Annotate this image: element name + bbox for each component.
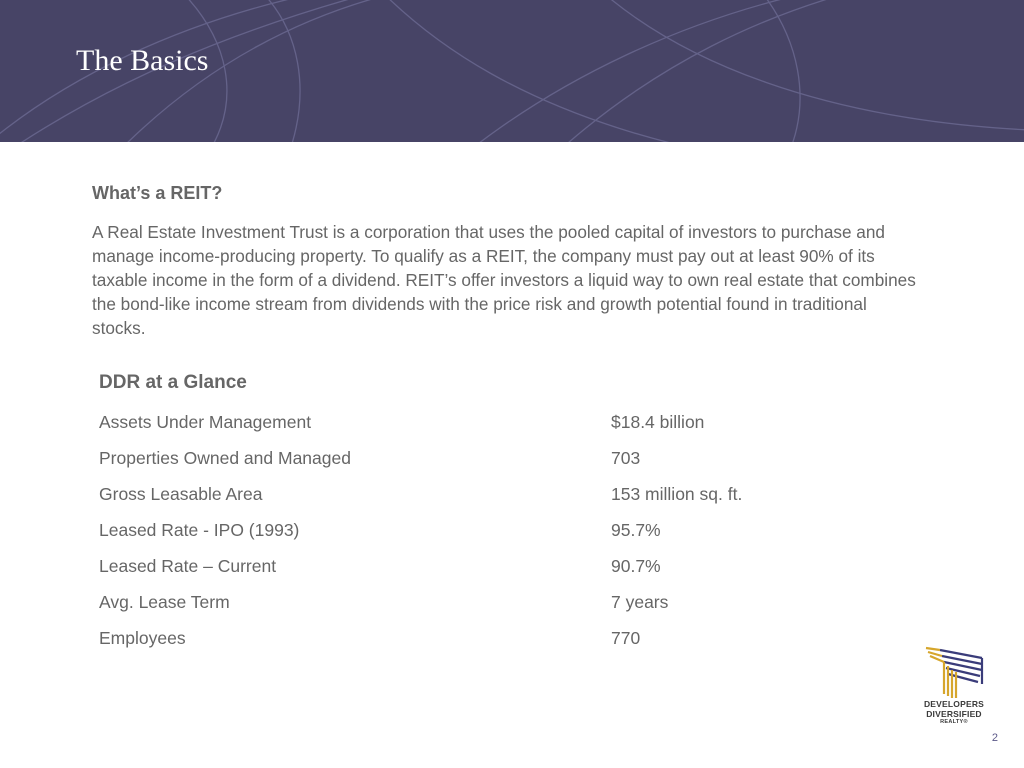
table-row (99, 404, 859, 440)
row-value: 95.7% (611, 519, 661, 540)
row-label: Assets Under Management (99, 411, 312, 432)
logo-text-line-2: DIVERSIFIED (926, 709, 982, 719)
table-row (99, 440, 859, 476)
reit-definition-paragraph: A Real Estate Investment Trust is a corporation that uses the pooled capital of investors to purchase and manage income-producing property. To qualify as a REIT, the company must pay out at least 90% of its taxable income in the form of a dividend. REIT’s offer investors a liquid way to own real estate that combines the bond-like income stream from dividends with the price risk and growth potential found in traditional stocks. (92, 222, 916, 338)
row-label: Avg. Lease Term (99, 591, 230, 612)
row-label: Leased Rate - IPO (1993) (99, 519, 300, 540)
company-logo (914, 640, 994, 740)
glance-table (99, 404, 859, 656)
table-row (99, 620, 859, 656)
row-label: Employees (99, 627, 186, 648)
reit-heading: What’s a REIT? (92, 183, 223, 203)
glance-heading: DDR at a Glance (99, 372, 247, 393)
ddr-cube-logo-icon (922, 644, 986, 700)
row-label: Properties Owned and Managed (99, 447, 351, 468)
row-value: 153 million sq. ft. (611, 483, 743, 504)
logo-text-line-3: REALTY® (940, 719, 968, 725)
row-value: 7 years (611, 591, 669, 612)
row-label: Leased Rate – Current (99, 555, 277, 576)
header-band (0, 0, 1024, 142)
table-row (99, 476, 859, 512)
row-value: 90.7% (611, 555, 661, 576)
row-value: 770 (611, 627, 641, 648)
row-value: 703 (611, 447, 641, 468)
table-row (99, 548, 859, 584)
slide-title: The Basics (76, 44, 209, 77)
row-value: $18.4 billion (611, 411, 705, 432)
row-label: Gross Leasable Area (99, 483, 263, 504)
table-row (99, 584, 859, 620)
logo-text-line-1: DEVELOPERS (923, 699, 985, 709)
page-number: 2 (991, 732, 998, 744)
table-row (99, 512, 859, 548)
